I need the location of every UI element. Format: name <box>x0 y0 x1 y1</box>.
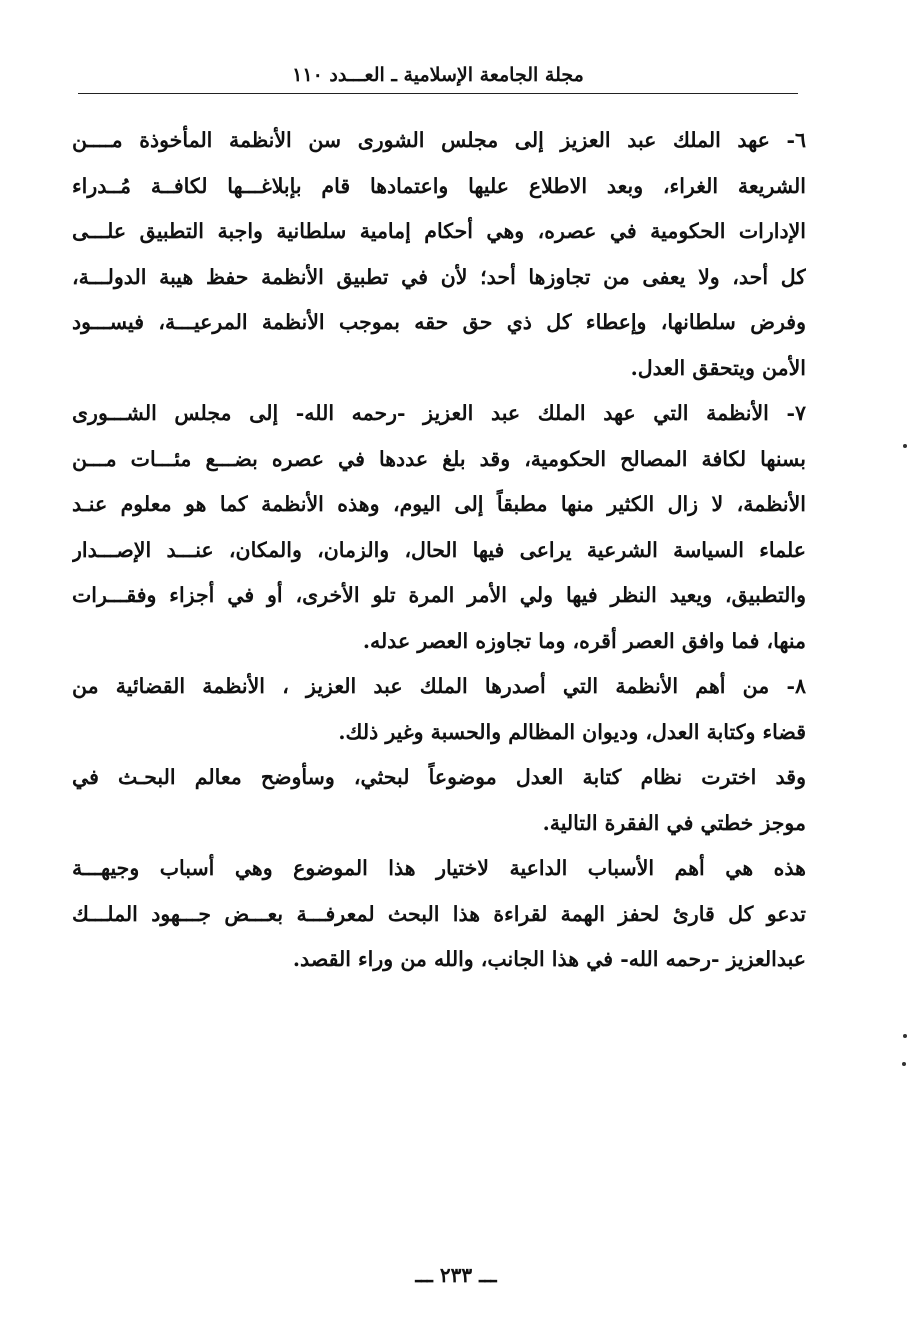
text-line: بسنها لكافة المصالح الحكومية، وقد بلغ عددها في عصره بضـــع مئـــات مـــن <box>72 446 806 471</box>
text-line: وقد اخترت نظام كتابة العدل موضوعاً لبحثي، وسأوضح معالم البحـث في <box>72 765 806 789</box>
text-line: الأمن ويتحقق العدل. <box>630 355 806 380</box>
paragraph-7 <box>72 391 806 664</box>
text-line: تدعو كل قارئ لحفز الهمة لقراءة هذا البحث لمعرفـــة بعـــض جـــهود الملـــك <box>72 901 806 926</box>
header-rule <box>78 93 798 94</box>
paragraph-conclusion <box>72 846 806 983</box>
body-text <box>72 118 806 983</box>
text-line: والتطبيق، ويعيد النظر فيها ولي الأمر المرة تلو الأخرى، أو في أجزاء وفقـــرات <box>72 583 806 607</box>
text-line: ٧- الأنظمة التي عهد الملك عبد العزيز -رحمه الله- إلى مجلس الشـــورى <box>72 401 806 425</box>
text-line: الشريعة الغراء، وبعد الاطلاع عليها واعتمادها قام بإبلاغـــها لكافــة مُــدراء <box>72 173 806 198</box>
text-line: كل أحد، ولا يعفى من تجاوزها أحد؛ لأن في تطبيق الأنظمة حفظ هيبة الدولـــة، <box>72 264 806 289</box>
paragraph-6 <box>72 118 806 391</box>
text-line: منها، فما وافق العصر أقره، وما تجاوزه العصر عدله. <box>362 628 806 653</box>
margin-dot <box>903 444 907 448</box>
text-line: علماء السياسة الشرعية يراعى فيها الحال، والزمان، والمكان، عنـــد الإصـــدار <box>72 537 806 562</box>
margin-dot <box>903 1034 907 1038</box>
page-number: ـــ ٢٣٣ ـــ <box>415 1263 497 1287</box>
text-line: الإدارات الحكومية في عصره، وهي أحكام إمامية سلطانية واجبة التطبيق علـــى <box>72 219 806 243</box>
text-line: قضاء وكتابة العدل، وديوان المظالم والحسبة وغير ذلك. <box>338 719 806 744</box>
text-line: هذه هي أهم الأسباب الداعية لاختيار هذا الموضوع وهي أسباب وجيهـــة <box>72 856 806 880</box>
margin-dot <box>902 1062 906 1066</box>
running-header: مجلة الجامعة الإسلامية ـ العـــدد ١١٠ <box>292 64 584 86</box>
text-line: موجز خطتي في الفقرة التالية. <box>542 810 806 835</box>
text-line: الأنظمة، لا زال الكثير منها مطبقاً إلى اليوم، وهذه الأنظمة كما هو معلوم عنـد <box>72 492 806 516</box>
text-line: ٨- من أهم الأنظمة التي أصدرها الملك عبد العزيز ، الأنظمة القضائية من <box>72 674 806 698</box>
text-line: وفرض سلطانها، وإعطاء كل ذي حق حقه بموجب الأنظمة المرعيـــة، فيســـود <box>72 310 806 334</box>
text-line: عبدالعزيز -رحمه الله- في هذا الجانب، والله من وراء القصد. <box>292 947 806 971</box>
text-line: ٦- عهد الملك عبد العزيز إلى مجلس الشورى سن الأنظمة المأخوذة مــــن <box>72 128 806 152</box>
paragraph-choice <box>72 755 806 846</box>
paragraph-8 <box>72 664 806 755</box>
